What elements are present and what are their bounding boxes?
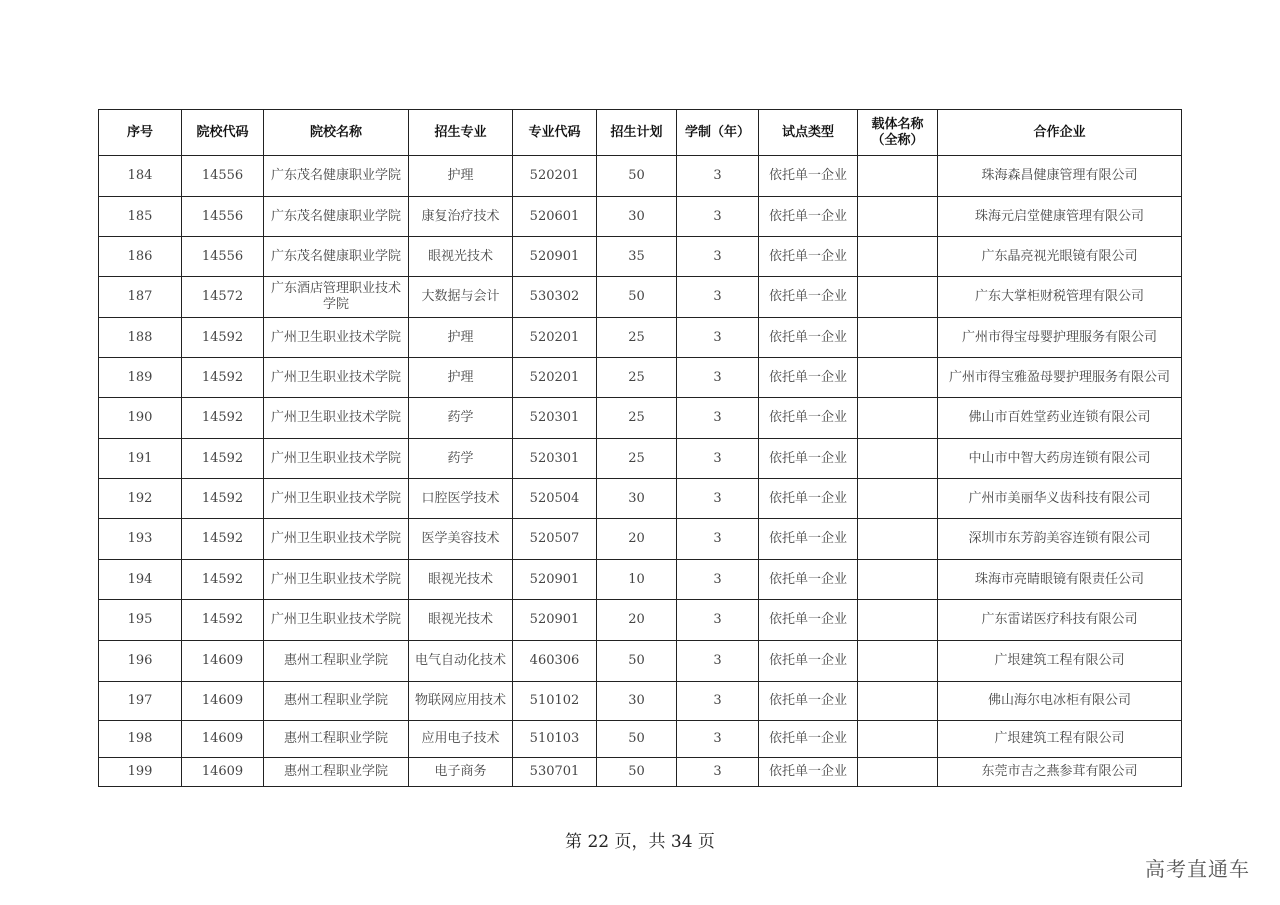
cell-pilot-type: 依托单一企业 — [759, 439, 858, 479]
cell-partner-company: 中山市中智大药房连锁有限公司 — [938, 439, 1182, 479]
cell-pilot-type: 依托单一企业 — [759, 156, 858, 197]
cell-enrollment-plan: 25 — [597, 398, 677, 439]
cell-major: 应用电子技术 — [409, 721, 513, 758]
cell-major: 电子商务 — [409, 758, 513, 787]
cell-index: 186 — [99, 237, 182, 277]
cell-pilot-type: 依托单一企业 — [759, 237, 858, 277]
cell-enrollment-plan: 30 — [597, 479, 677, 519]
cell-school-name: 广州卫生职业技术学院 — [264, 318, 409, 358]
enrollment-table — [98, 109, 1182, 787]
cell-pilot-type: 依托单一企业 — [759, 600, 858, 641]
cell-major: 口腔医学技术 — [409, 479, 513, 519]
cell-enrollment-plan: 25 — [597, 358, 677, 398]
cell-school-code: 14592 — [182, 560, 264, 600]
cell-duration: 3 — [677, 439, 759, 479]
cell-enrollment-plan: 30 — [597, 682, 677, 721]
cell-school-name: 广州卫生职业技术学院 — [264, 600, 409, 641]
table-row — [99, 358, 1182, 398]
cell-index: 189 — [99, 358, 182, 398]
cell-duration: 3 — [677, 600, 759, 641]
cell-partner-company: 深圳市东芳韵美容连锁有限公司 — [938, 519, 1182, 560]
cell-major: 物联网应用技术 — [409, 682, 513, 721]
cell-carrier-name — [858, 237, 938, 277]
cell-major-code: 530701 — [513, 758, 597, 787]
table-row — [99, 721, 1182, 758]
cell-carrier-name — [858, 682, 938, 721]
cell-major-code: 530302 — [513, 277, 597, 318]
cell-index: 195 — [99, 600, 182, 641]
cell-enrollment-plan: 50 — [597, 277, 677, 318]
cell-school-code: 14592 — [182, 358, 264, 398]
cell-duration: 3 — [677, 237, 759, 277]
cell-duration: 3 — [677, 682, 759, 721]
cell-major: 药学 — [409, 398, 513, 439]
cell-major-code: 520901 — [513, 560, 597, 600]
table-row — [99, 197, 1182, 237]
table-row — [99, 519, 1182, 560]
cell-duration: 3 — [677, 277, 759, 318]
cell-partner-company: 广东晶亮视光眼镜有限公司 — [938, 237, 1182, 277]
cell-school-name: 惠州工程职业学院 — [264, 682, 409, 721]
cell-major: 护理 — [409, 156, 513, 197]
header-duration: 学制（年） — [677, 110, 759, 156]
cell-carrier-name — [858, 197, 938, 237]
cell-major-code: 520201 — [513, 156, 597, 197]
cell-major: 大数据与会计 — [409, 277, 513, 318]
table-row — [99, 479, 1182, 519]
cell-school-code: 14592 — [182, 519, 264, 560]
cell-school-name: 广州卫生职业技术学院 — [264, 560, 409, 600]
cell-index: 190 — [99, 398, 182, 439]
cell-index: 198 — [99, 721, 182, 758]
cell-carrier-name — [858, 721, 938, 758]
cell-duration: 3 — [677, 318, 759, 358]
cell-major-code: 520601 — [513, 197, 597, 237]
header-partner-company: 合作企业 — [938, 110, 1182, 156]
cell-index: 194 — [99, 560, 182, 600]
cell-pilot-type: 依托单一企业 — [759, 479, 858, 519]
cell-major: 眼视光技术 — [409, 560, 513, 600]
cell-major-code: 520901 — [513, 237, 597, 277]
cell-carrier-name — [858, 641, 938, 682]
cell-school-code: 14572 — [182, 277, 264, 318]
cell-major-code: 520504 — [513, 479, 597, 519]
cell-partner-company: 佛山市百姓堂药业连锁有限公司 — [938, 398, 1182, 439]
table-row — [99, 641, 1182, 682]
cell-enrollment-plan: 50 — [597, 758, 677, 787]
table-row — [99, 600, 1182, 641]
header-major-code: 专业代码 — [513, 110, 597, 156]
cell-duration: 3 — [677, 156, 759, 197]
cell-school-name: 广州卫生职业技术学院 — [264, 479, 409, 519]
cell-enrollment-plan: 20 — [597, 600, 677, 641]
cell-partner-company: 东莞市吉之燕参茸有限公司 — [938, 758, 1182, 787]
cell-partner-company: 广州市美丽华义齿科技有限公司 — [938, 479, 1182, 519]
table-row — [99, 318, 1182, 358]
cell-pilot-type: 依托单一企业 — [759, 358, 858, 398]
cell-school-name: 广州卫生职业技术学院 — [264, 519, 409, 560]
cell-major: 护理 — [409, 358, 513, 398]
cell-enrollment-plan: 50 — [597, 156, 677, 197]
cell-partner-company: 广东雷诺医疗科技有限公司 — [938, 600, 1182, 641]
table-row — [99, 398, 1182, 439]
header-school-name: 院校名称 — [264, 110, 409, 156]
cell-partner-company: 广州市得宝雅盈母婴护理服务有限公司 — [938, 358, 1182, 398]
cell-carrier-name — [858, 277, 938, 318]
header-enrollment-plan: 招生计划 — [597, 110, 677, 156]
cell-major: 眼视光技术 — [409, 600, 513, 641]
cell-pilot-type: 依托单一企业 — [759, 277, 858, 318]
cell-school-code: 14556 — [182, 197, 264, 237]
header-major: 招生专业 — [409, 110, 513, 156]
cell-school-name: 广东茂名健康职业学院 — [264, 197, 409, 237]
cell-pilot-type: 依托单一企业 — [759, 682, 858, 721]
cell-enrollment-plan: 25 — [597, 439, 677, 479]
cell-school-code: 14592 — [182, 439, 264, 479]
cell-duration: 3 — [677, 758, 759, 787]
cell-pilot-type: 依托单一企业 — [759, 519, 858, 560]
cell-enrollment-plan: 35 — [597, 237, 677, 277]
cell-index: 187 — [99, 277, 182, 318]
table-row — [99, 277, 1182, 318]
cell-school-code: 14556 — [182, 156, 264, 197]
cell-carrier-name — [858, 519, 938, 560]
cell-partner-company: 广垠建筑工程有限公司 — [938, 721, 1182, 758]
cell-partner-company: 珠海森昌健康管理有限公司 — [938, 156, 1182, 197]
header-carrier-name: 载体名称（全称） — [858, 110, 938, 156]
cell-duration: 3 — [677, 197, 759, 237]
cell-school-code: 14592 — [182, 398, 264, 439]
cell-index: 197 — [99, 682, 182, 721]
cell-carrier-name — [858, 156, 938, 197]
cell-school-code: 14592 — [182, 600, 264, 641]
watermark: 高考直通车 — [1145, 857, 1250, 881]
cell-major-code: 460306 — [513, 641, 597, 682]
cell-major-code: 520201 — [513, 358, 597, 398]
cell-carrier-name — [858, 439, 938, 479]
cell-duration: 3 — [677, 358, 759, 398]
cell-school-name: 广州卫生职业技术学院 — [264, 439, 409, 479]
cell-pilot-type: 依托单一企业 — [759, 758, 858, 787]
cell-enrollment-plan: 50 — [597, 641, 677, 682]
cell-school-code: 14592 — [182, 479, 264, 519]
cell-major: 眼视光技术 — [409, 237, 513, 277]
cell-index: 196 — [99, 641, 182, 682]
cell-enrollment-plan: 25 — [597, 318, 677, 358]
cell-partner-company: 珠海市亮睛眼镜有限责任公司 — [938, 560, 1182, 600]
cell-carrier-name — [858, 398, 938, 439]
cell-school-name: 广州卫生职业技术学院 — [264, 398, 409, 439]
cell-school-code: 14609 — [182, 682, 264, 721]
cell-partner-company: 广东大掌柜财税管理有限公司 — [938, 277, 1182, 318]
table-row — [99, 439, 1182, 479]
header-index: 序号 — [99, 110, 182, 156]
table-row — [99, 237, 1182, 277]
header-pilot-type: 试点类型 — [759, 110, 858, 156]
cell-major: 医学美容技术 — [409, 519, 513, 560]
cell-school-code: 14609 — [182, 721, 264, 758]
cell-school-name: 广东酒店管理职业技术学院 — [264, 277, 409, 318]
cell-carrier-name — [858, 318, 938, 358]
table-row — [99, 758, 1182, 787]
cell-index: 192 — [99, 479, 182, 519]
cell-major-code: 520901 — [513, 600, 597, 641]
header-school-code: 院校代码 — [182, 110, 264, 156]
cell-major: 电气自动化技术 — [409, 641, 513, 682]
cell-pilot-type: 依托单一企业 — [759, 318, 858, 358]
cell-carrier-name — [858, 479, 938, 519]
cell-carrier-name — [858, 600, 938, 641]
table-header-row — [99, 110, 1182, 156]
cell-index: 185 — [99, 197, 182, 237]
cell-pilot-type: 依托单一企业 — [759, 721, 858, 758]
cell-major-code: 520507 — [513, 519, 597, 560]
cell-school-name: 广东茂名健康职业学院 — [264, 156, 409, 197]
cell-carrier-name — [858, 758, 938, 787]
cell-partner-company: 佛山海尔电冰柜有限公司 — [938, 682, 1182, 721]
cell-enrollment-plan: 30 — [597, 197, 677, 237]
table-row — [99, 682, 1182, 721]
cell-major-code: 510102 — [513, 682, 597, 721]
cell-index: 193 — [99, 519, 182, 560]
cell-pilot-type: 依托单一企业 — [759, 560, 858, 600]
cell-partner-company: 广垠建筑工程有限公司 — [938, 641, 1182, 682]
page-number: 第 22 页，共 34 页 — [565, 832, 715, 852]
cell-index: 188 — [99, 318, 182, 358]
cell-school-code: 14609 — [182, 641, 264, 682]
cell-duration: 3 — [677, 398, 759, 439]
cell-school-name: 惠州工程职业学院 — [264, 758, 409, 787]
cell-school-code: 14609 — [182, 758, 264, 787]
cell-enrollment-plan: 10 — [597, 560, 677, 600]
cell-duration: 3 — [677, 721, 759, 758]
cell-school-name: 广州卫生职业技术学院 — [264, 358, 409, 398]
cell-major: 康复治疗技术 — [409, 197, 513, 237]
cell-pilot-type: 依托单一企业 — [759, 197, 858, 237]
cell-major-code: 520301 — [513, 439, 597, 479]
cell-pilot-type: 依托单一企业 — [759, 398, 858, 439]
table-row — [99, 560, 1182, 600]
cell-partner-company: 珠海元启堂健康管理有限公司 — [938, 197, 1182, 237]
cell-major-code: 520201 — [513, 318, 597, 358]
cell-pilot-type: 依托单一企业 — [759, 641, 858, 682]
cell-major-code: 520301 — [513, 398, 597, 439]
cell-carrier-name — [858, 358, 938, 398]
cell-duration: 3 — [677, 479, 759, 519]
cell-duration: 3 — [677, 519, 759, 560]
cell-school-name: 惠州工程职业学院 — [264, 721, 409, 758]
cell-school-code: 14592 — [182, 318, 264, 358]
cell-index: 199 — [99, 758, 182, 787]
cell-major: 护理 — [409, 318, 513, 358]
cell-school-name: 广东茂名健康职业学院 — [264, 237, 409, 277]
cell-index: 184 — [99, 156, 182, 197]
cell-school-code: 14556 — [182, 237, 264, 277]
cell-major: 药学 — [409, 439, 513, 479]
table-row — [99, 156, 1182, 197]
cell-partner-company: 广州市得宝母婴护理服务有限公司 — [938, 318, 1182, 358]
cell-index: 191 — [99, 439, 182, 479]
cell-enrollment-plan: 20 — [597, 519, 677, 560]
cell-carrier-name — [858, 560, 938, 600]
cell-duration: 3 — [677, 641, 759, 682]
cell-duration: 3 — [677, 560, 759, 600]
cell-enrollment-plan: 50 — [597, 721, 677, 758]
cell-school-name: 惠州工程职业学院 — [264, 641, 409, 682]
cell-major-code: 510103 — [513, 721, 597, 758]
